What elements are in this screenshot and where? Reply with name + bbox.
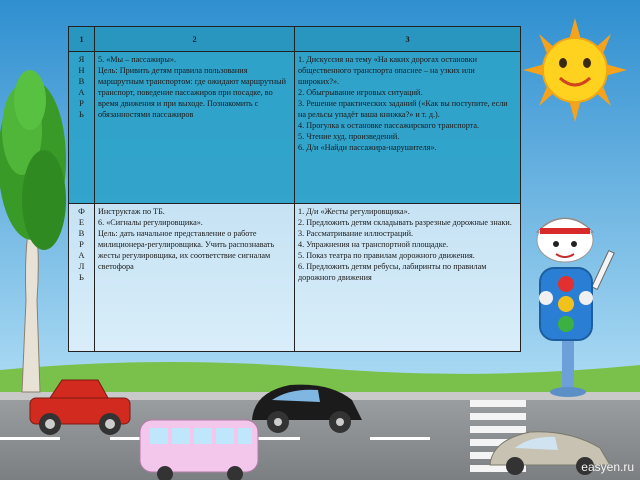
- activity-line: 2. Обыгрывание игровых ситуаций.: [298, 88, 423, 97]
- month-letter: Е: [78, 217, 85, 227]
- activity-line: 6. Предложить детям ребусы, лабиринты по правилам дорожного движения: [298, 262, 487, 282]
- month-letter: Р: [79, 239, 84, 249]
- activity-line: 4. Прогулка к остановке пассажирского транспорта.: [298, 121, 480, 130]
- activity-line: 3. Рассматривание иллюстраций.: [298, 229, 414, 238]
- month-letter: В: [78, 76, 85, 86]
- month-letter: А: [78, 87, 85, 97]
- activity-line: 5. Чтение худ. произведений.: [298, 132, 400, 141]
- month-letter: Ф: [78, 206, 85, 216]
- table-header-row: [69, 27, 521, 52]
- activities-cell: [295, 52, 521, 204]
- tasks-cell: [95, 204, 295, 352]
- task-line: Цель: Привить детям правила пользования маршрутным транспортом: где ожидают маршрутный транспорт, поведение пассажиров при посадке, во время движения и при выходе. Познакомить с обязанностями пассажиров: [98, 66, 286, 119]
- activity-line: 3. Решение практических заданий («Как вы поступите, если на рельсы упадёт ваша книжка?» и т. д.).: [298, 99, 508, 119]
- activity-line: 6. Д/и «Найди пассажира-нарушителя».: [298, 143, 437, 152]
- month-cell: [69, 204, 95, 352]
- watermark: easyen.ru: [581, 460, 634, 474]
- month-letter: Р: [79, 98, 84, 108]
- month-letter: Ь: [79, 272, 84, 282]
- header-cell: 3: [295, 27, 521, 52]
- lesson-plan-table: [68, 26, 521, 352]
- header-cell: 1: [69, 27, 95, 52]
- table-row-january: [69, 52, 521, 204]
- pink-bus: [140, 420, 258, 480]
- tasks-cell: [95, 52, 295, 204]
- task-line: Инструктаж по ТБ.: [98, 207, 165, 216]
- month-letter: Л: [78, 261, 85, 271]
- activity-line: 1. Дискуссия на тему «На каких дорогах остановки общественного транспорта опаснее – на узких или широких?».: [298, 55, 478, 86]
- task-line: 6. «Сигналы регулировщика».: [98, 218, 203, 227]
- task-line: Цель: дать начальное представление о работе милиционера-регулировщика. Учить распознавать жесты регулировщика, их соответствие сигналам светофора: [98, 229, 275, 271]
- activity-line: 1. Д/и «Жесты регулировщика».: [298, 207, 410, 216]
- month-letter: А: [78, 250, 85, 260]
- month-letter: В: [78, 228, 85, 238]
- activity-line: 2. Предложить детям складывать разрезные дорожные знаки.: [298, 218, 512, 227]
- activities-cell: [295, 204, 521, 352]
- month-cell: [69, 52, 95, 204]
- month-letter: Н: [78, 65, 85, 75]
- month-letter: Ь: [79, 109, 84, 119]
- table-row-february: [69, 204, 521, 352]
- activity-line: 5. Показ театра по правилам дорожного движения.: [298, 251, 475, 260]
- activity-line: 4. Упражнения на транспортной площадке.: [298, 240, 449, 249]
- task-line: 5. «Мы – пассажиры».: [98, 55, 177, 64]
- header-cell: 2: [95, 27, 295, 52]
- month-letter: Я: [78, 54, 85, 64]
